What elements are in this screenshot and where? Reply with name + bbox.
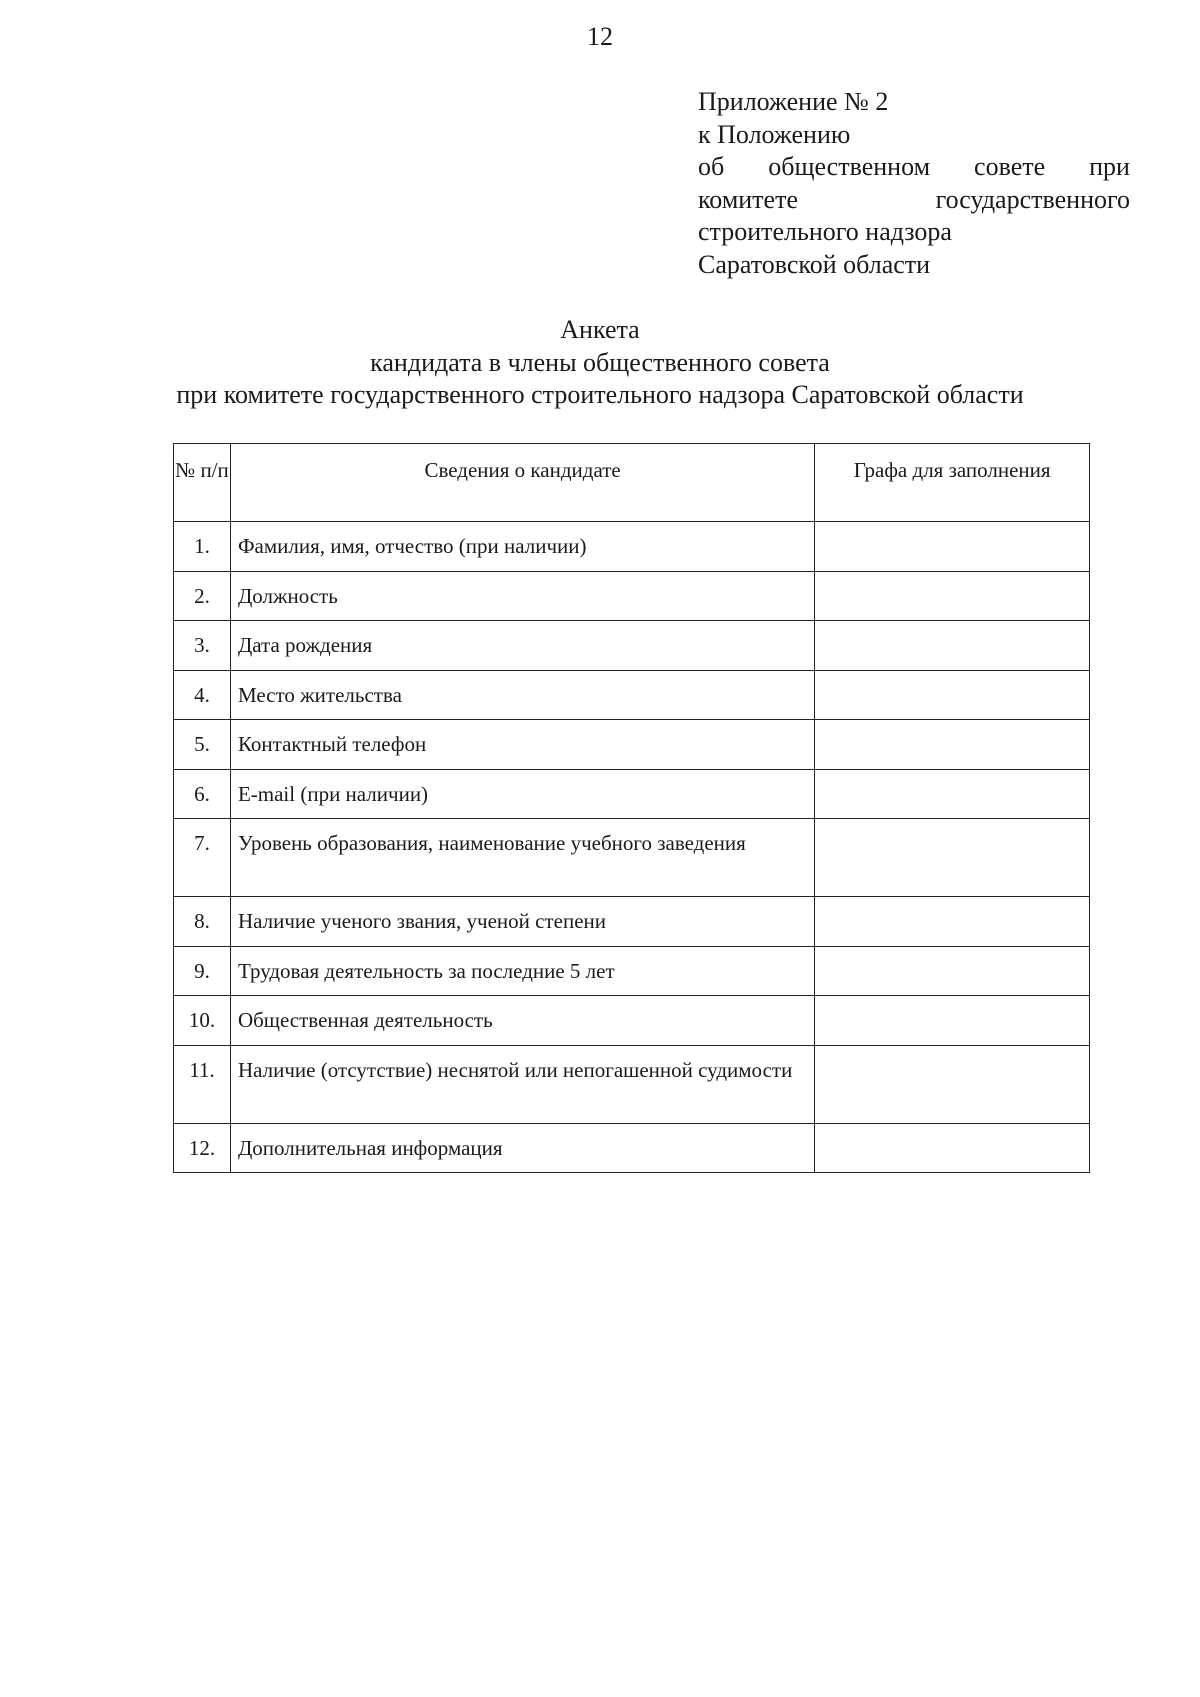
row-label: E-mail (при наличии): [230, 769, 814, 819]
appendix-line-5: строительного надзора: [698, 217, 952, 246]
appendix-line-2: к Положению: [698, 119, 851, 149]
fill-cell[interactable]: [815, 720, 1090, 770]
row-number: 1.: [174, 522, 231, 572]
row-number: 11.: [174, 1045, 231, 1123]
table-row: [174, 522, 1090, 572]
row-label: Трудовая деятельность за последние 5 лет: [230, 946, 814, 996]
fill-cell[interactable]: [815, 621, 1090, 671]
header-num: № п/п: [174, 444, 231, 522]
table-row: [174, 769, 1090, 819]
row-number: 6.: [174, 769, 231, 819]
title-line-2: кандидата в члены общественного совета: [370, 347, 830, 377]
header-fill: Графа для заполнения: [815, 444, 1090, 522]
row-number: 3.: [174, 621, 231, 671]
appendix-line-3: [698, 151, 1130, 184]
fill-cell[interactable]: [815, 522, 1090, 572]
table-row: [174, 996, 1090, 1046]
fill-cell[interactable]: [815, 1123, 1090, 1173]
table-row: [174, 897, 1090, 947]
title-line-3: при комитете государственного строительного надзора Саратовской области: [176, 380, 1024, 409]
row-label: Фамилия, имя, отчество (при наличии): [230, 522, 814, 572]
row-label: Общественная деятельность: [230, 996, 814, 1046]
appendix-line-4: [698, 184, 1130, 217]
table-row: [174, 819, 1090, 897]
row-number: 7.: [174, 819, 231, 897]
appendix-line-6: Саратовской области: [698, 249, 931, 279]
table-row: [174, 571, 1090, 621]
row-label: Дата рождения: [230, 621, 814, 671]
table-header-row: [174, 444, 1090, 522]
row-label: Дополнительная информация: [230, 1123, 814, 1173]
title-line-1: Анкета: [560, 315, 640, 344]
table-row: [174, 1045, 1090, 1123]
fill-cell[interactable]: [815, 897, 1090, 947]
fill-cell[interactable]: [815, 996, 1090, 1046]
header-info: Сведения о кандидате: [230, 444, 814, 522]
fill-cell[interactable]: [815, 819, 1090, 897]
fill-cell[interactable]: [815, 946, 1090, 996]
row-number: 10.: [174, 996, 231, 1046]
row-label: Должность: [230, 571, 814, 621]
appendix-word: государственного: [935, 184, 1130, 214]
fill-cell[interactable]: [815, 1045, 1090, 1123]
row-number: 2.: [174, 571, 231, 621]
row-label: Контактный телефон: [230, 720, 814, 770]
table-row: [174, 670, 1090, 720]
row-label: Место жительства: [230, 670, 814, 720]
table-row: [174, 946, 1090, 996]
table-row: [174, 720, 1090, 770]
appendix-word: комитете: [698, 184, 798, 214]
appendix-word: общественном: [768, 152, 931, 181]
fill-cell[interactable]: [815, 571, 1090, 621]
fill-cell[interactable]: [815, 769, 1090, 819]
fill-cell[interactable]: [815, 670, 1090, 720]
document-title: [0, 314, 1200, 412]
appendix-header: [698, 86, 1130, 281]
row-label: Наличие ученого звания, ученой степени: [230, 897, 814, 947]
row-number: 8.: [174, 897, 231, 947]
row-number: 5.: [174, 720, 231, 770]
appendix-line-1: Приложение № 2: [698, 87, 889, 116]
table-row: [174, 621, 1090, 671]
table-row: [174, 1123, 1090, 1173]
appendix-word: при: [1089, 152, 1130, 181]
row-number: 12.: [174, 1123, 231, 1173]
appendix-word: об: [698, 152, 725, 181]
row-number: 4.: [174, 670, 231, 720]
row-number: 9.: [174, 946, 231, 996]
candidate-form-table: [173, 443, 1090, 1173]
page-number: 12: [587, 22, 613, 51]
row-label: Наличие (отсутствие) неснятой или непогашенной судимости: [230, 1045, 814, 1123]
row-label: Уровень образования, наименование учебного заведения: [230, 819, 814, 897]
appendix-word: совете: [974, 152, 1046, 181]
